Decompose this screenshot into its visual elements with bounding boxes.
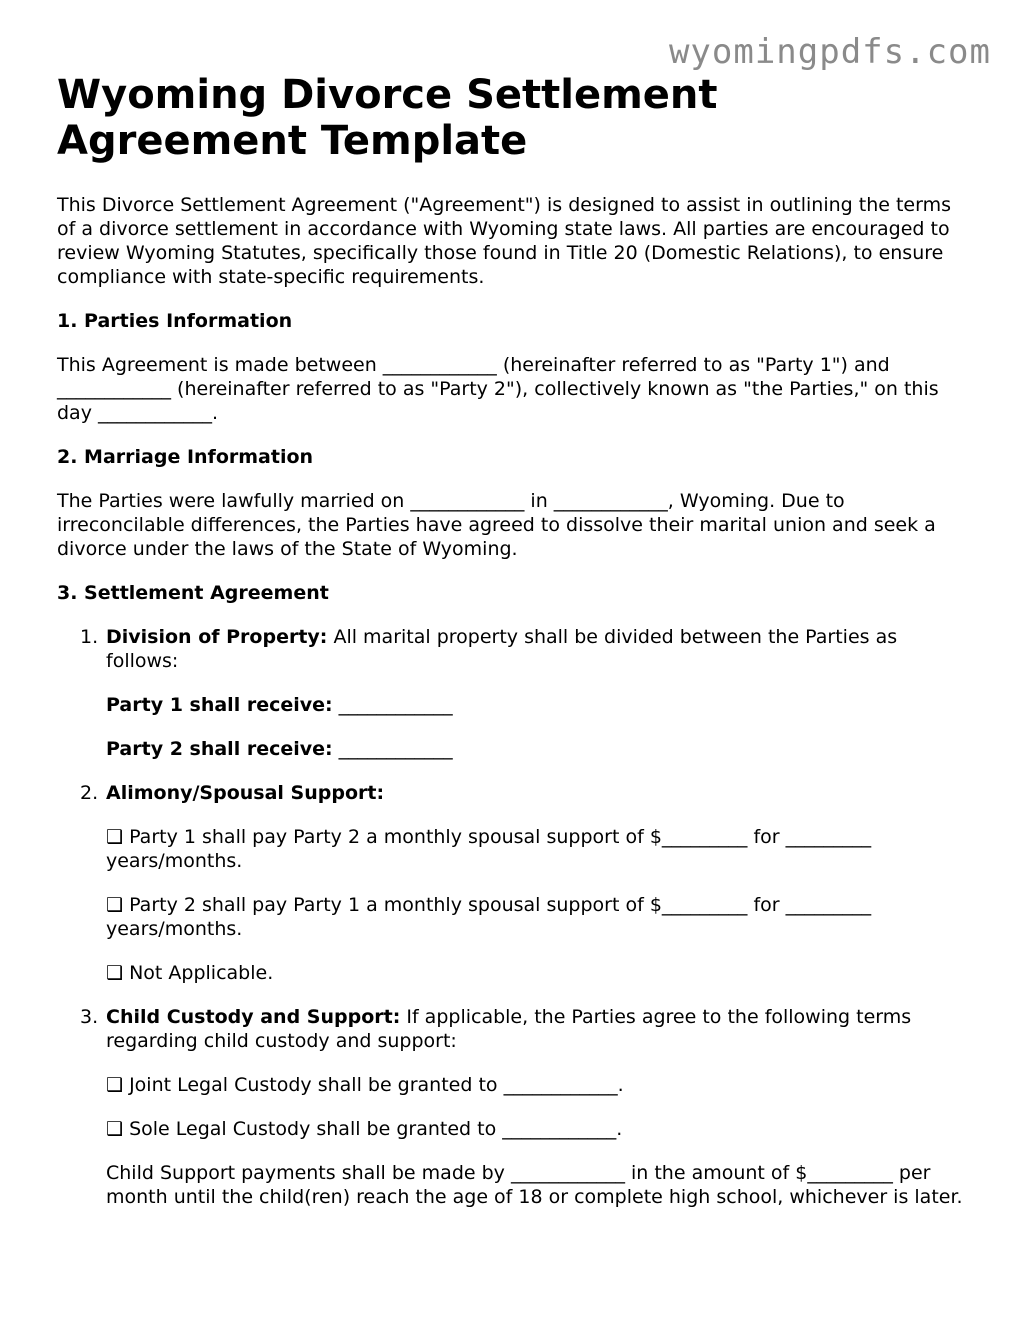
alimony-option-3: ❑ Not Applicable. (106, 962, 274, 984)
page-title (57, 72, 967, 164)
party2-receive (106, 737, 967, 761)
alimony-label: Alimony/Spousal Support: (106, 782, 385, 804)
list-item-property (57, 625, 967, 761)
list-item-alimony (57, 781, 967, 985)
property-intro (106, 625, 967, 673)
list-number: 2. (80, 782, 99, 804)
custody-text: If applicable, the Parties agree to the following terms regarding child custody and support: (106, 1006, 912, 1052)
list-item-custody (57, 1005, 967, 1209)
settlement-list (57, 625, 967, 1209)
title-line-2: Agreement Template (57, 118, 528, 164)
watermark: wyomingpdfs.com (668, 32, 991, 72)
section-2-heading: 2. Marriage Information (57, 446, 314, 468)
section-2-text: The Parties were lawfully married on ____________ in ____________, Wyoming. Due to irreconcilable differences, the Parties have agreed to dissolve their marital union and seek a divorce under the laws of the State of Wyoming. (57, 490, 936, 560)
custody-intro (106, 1005, 967, 1053)
section-1-text: This Agreement is made between ____________ (hereinafter referred to as "Party 1") and ____________ (hereinafter referred to as "Party 2"), collectively known as "the Parties," on this day ____________. (57, 354, 939, 424)
custody-label: Child Custody and Support: (106, 1006, 401, 1028)
custody-option-sole: ❑ Sole Legal Custody shall be granted to ____________. (106, 1118, 623, 1140)
document-page (57, 72, 967, 1229)
party2-receive-blank: ____________ (332, 738, 453, 760)
alimony-heading (106, 781, 967, 805)
property-label: Division of Property: (106, 626, 328, 648)
alimony-option-1: ❑ Party 1 shall pay Party 2 a monthly spousal support of $_________ for _________ years/months. (106, 826, 872, 872)
list-number: 3. (80, 1006, 99, 1028)
title-line-1: Wyoming Divorce Settlement (57, 72, 718, 118)
party1-receive-blank: ____________ (332, 694, 453, 716)
custody-option-joint: ❑ Joint Legal Custody shall be granted to ____________. (106, 1074, 624, 1096)
party2-receive-label: Party 2 shall receive: (106, 738, 333, 760)
child-support-text: Child Support payments shall be made by ____________ in the amount of $_________ per month until the child(ren) reach the age of 18 or complete high school, whichever is later. (106, 1162, 963, 1208)
property-text: All marital property shall be divided between the Parties as follows: (106, 626, 898, 672)
alimony-option-2: ❑ Party 2 shall pay Party 1 a monthly spousal support of $_________ for _________ years/months. (106, 894, 872, 940)
party1-receive (106, 693, 967, 717)
list-number: 1. (80, 626, 99, 648)
intro-paragraph: This Divorce Settlement Agreement ("Agreement") is designed to assist in outlining the terms of a divorce settlement in accordance with Wyoming state laws. All parties are encouraged to review Wyoming Statutes, specifically those found in Title 20 (Domestic Relations), to ensure compliance with state-specific requirements. (57, 194, 951, 288)
section-1-heading: 1. Parties Information (57, 310, 293, 332)
section-3-heading: 3. Settlement Agreement (57, 582, 329, 604)
party1-receive-label: Party 1 shall receive: (106, 694, 333, 716)
